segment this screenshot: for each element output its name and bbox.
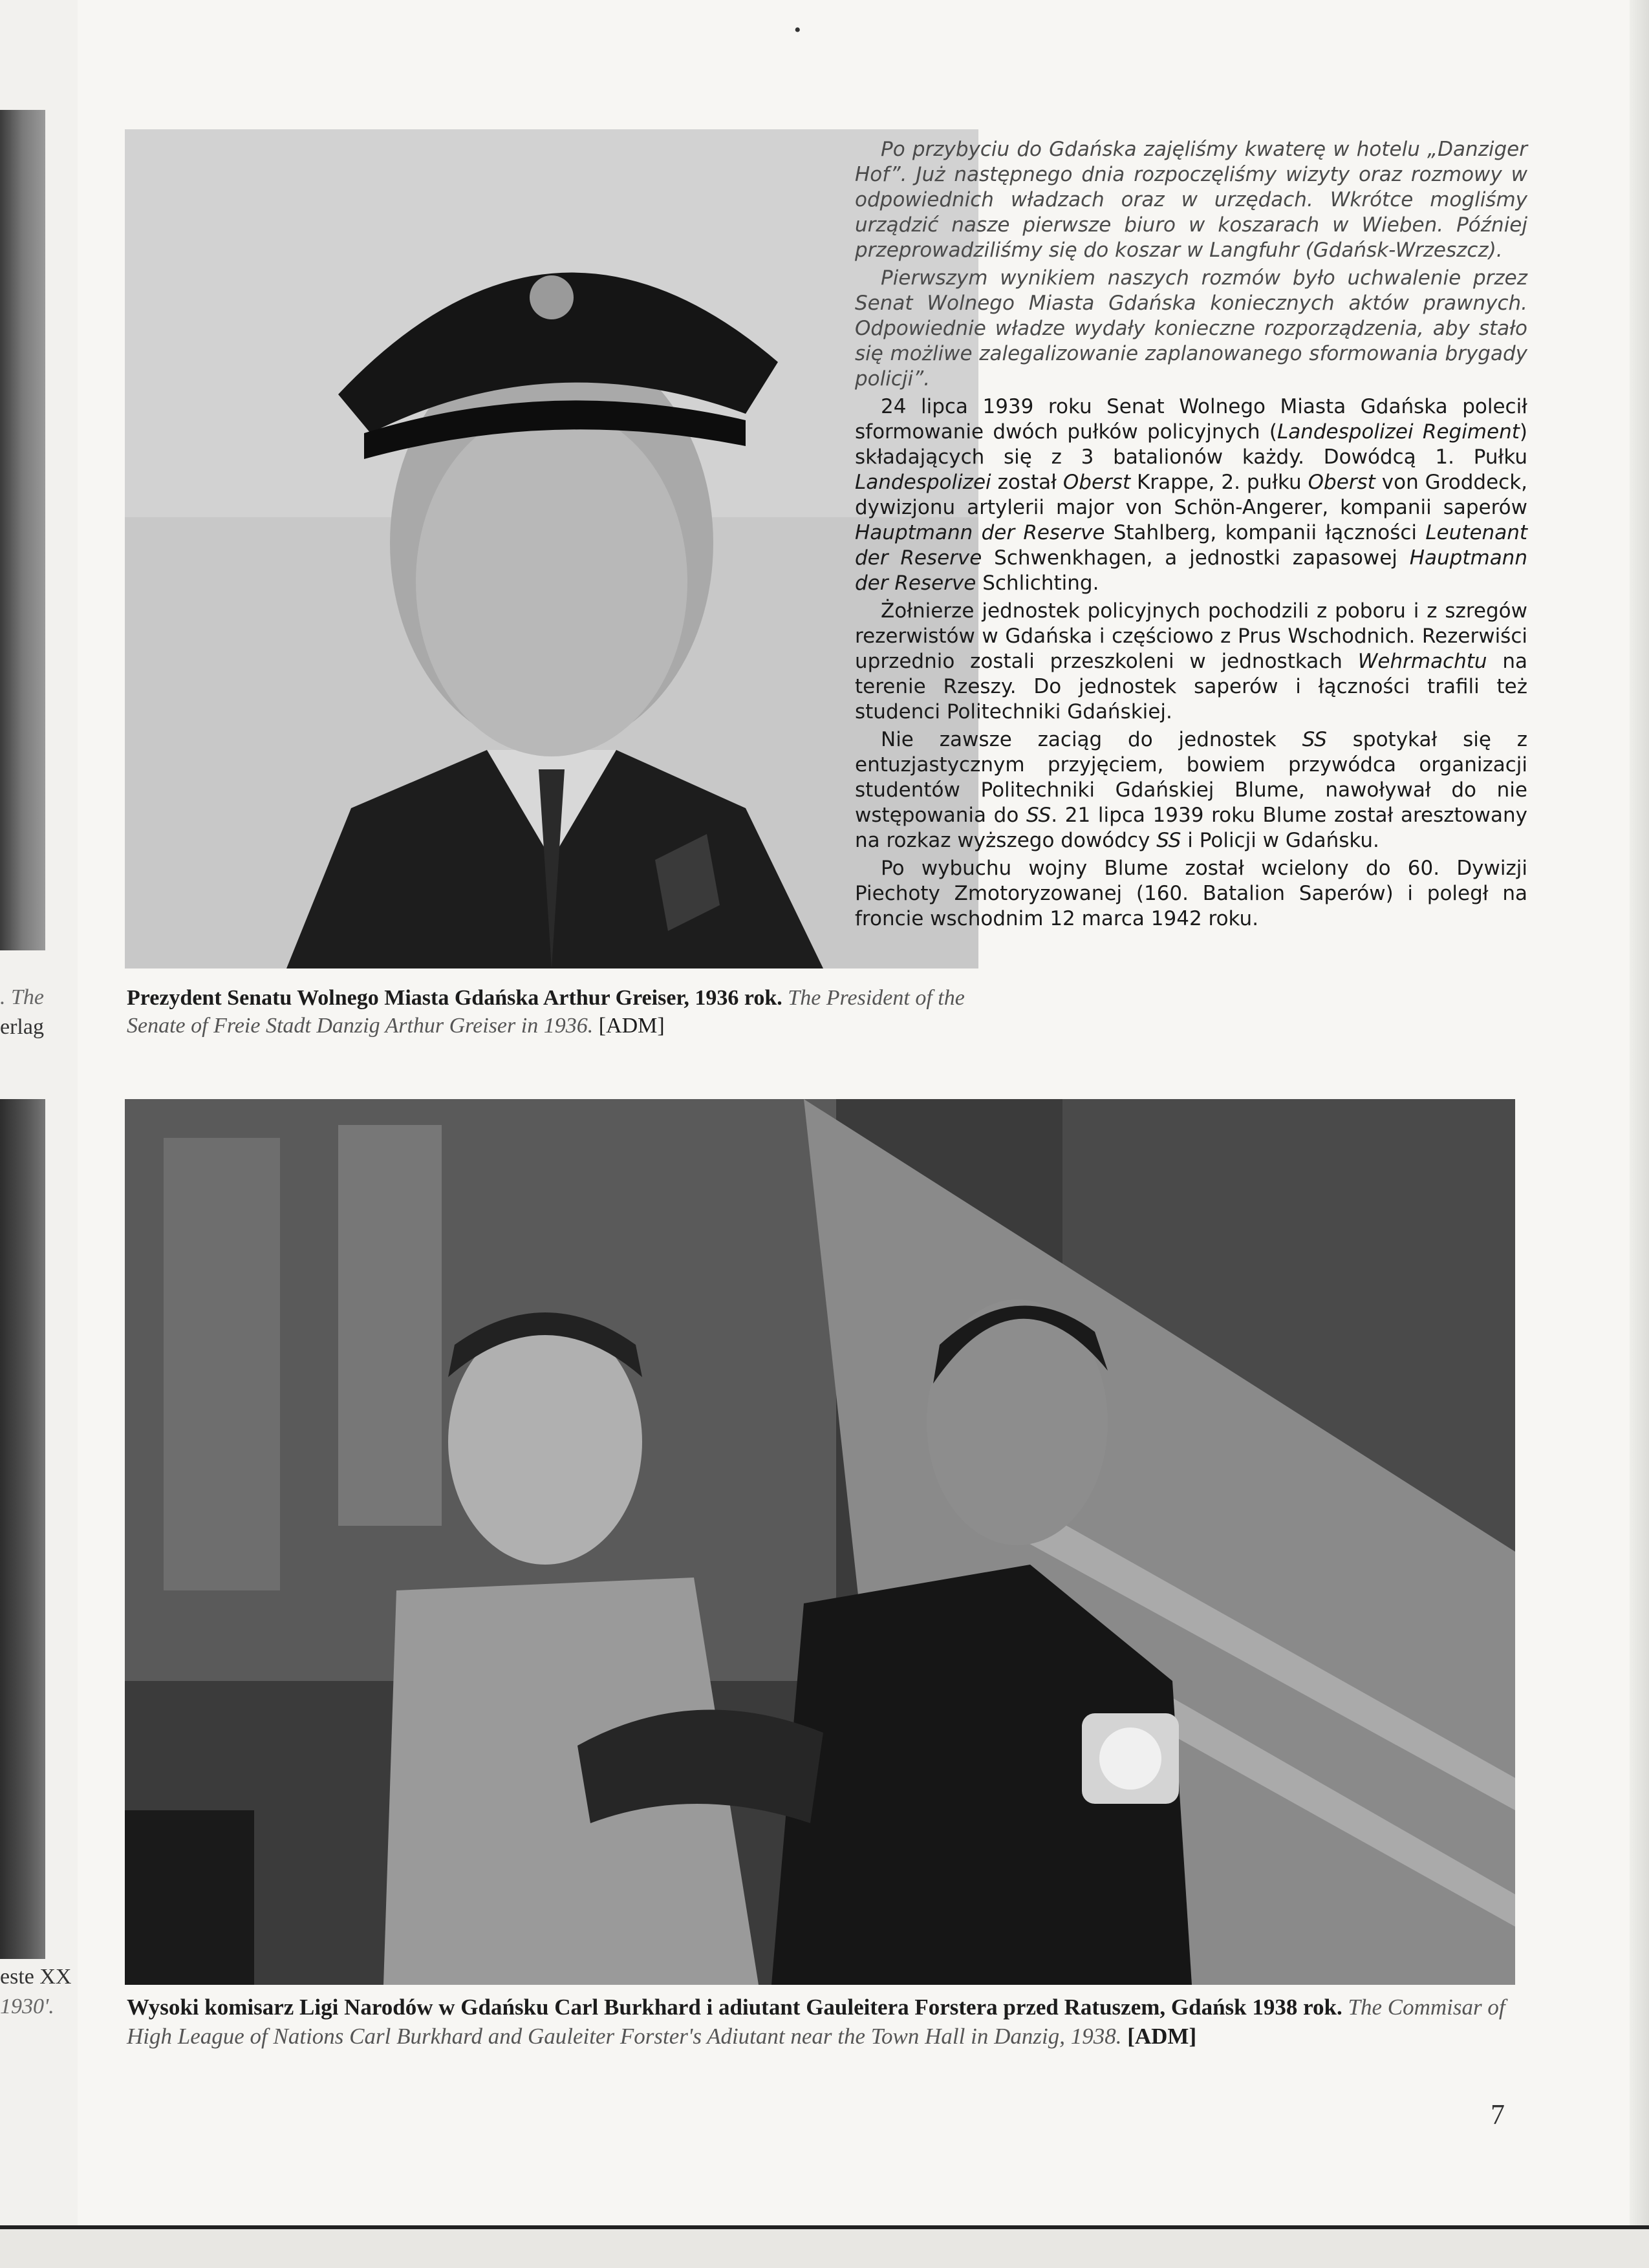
paragraph-regiments: 24 lipca 1939 roku Senat Wolnego Miasta Gdańska polecił sformowanie dwóch pułków policyjnych (Landespolizei Regiment) składających się z 3 batalionów każdy. Dowódcą 1. Pułku Landespolizei został Oberst Krappe, 2. pułku Oberst von Groddeck, dywizjonu artylerii major von Schön-Angerer, kompanii saperów Hauptmann der Reserve Stahlberg, kompanii łączności Leutenant der Reserve Schwenkhagen, a jednostki zapasowej Hauptmann der Reserve Schlichting. [855,395,1528,595]
adjacent-page-caption-fragment-bottom: este XX 1930'. [0,1965,72,2018]
page-number: 7 [1491,2099,1505,2130]
article-text-column [855,137,1527,934]
town-hall-photo [125,1099,1515,1985]
scan-mark: • [794,19,801,41]
page-bottom-edge [0,2225,1649,2268]
paragraph-soldiers: Żołnierze jednostek policyjnych pochodzili z poboru i z szregów rezerwistów w Gdańska i częściowo z Prus Wschodnich. Rezerwiści uprzednio zostali przeszkoleni w jednostkach Wehrmachtu na terenie Rzeszy. Do jednostek saperów i łączności trafili też studenci Politechniki Gdańskiej. [855,599,1528,723]
portrait-caption: Prezydent Senatu Wolnego Miasta Gdańska Arthur Greiser, 1936 rok. The President of the Senate of Freie Stadt Danzig Arthur Greiser in 1936. [ADM] [127,986,965,1038]
paragraph-quote-1: Po przybyciu do Gdańska zajęliśmy kwaterę w hotelu „Danziger Hof”. Już następnego dnia rozpoczęliśmy wizyty oraz rozmowy w odpowiednich władzach oraz w urzędach. Wkrótce mogliśmy urządzić nasze pierwsze biuro w koszarach w Wieben. Później przeprowadziliśmy się do koszar w Langfuhr (Gdańsk-Wrzeszcz). [855,138,1527,262]
left-gutter [0,0,78,2268]
right-page-edge [1630,0,1649,2268]
adjacent-page-photo-strip-top [0,110,45,950]
town-hall-caption: Wysoki komisarz Ligi Narodów w Gdańsku Carl Burkhard i adiutant Gauleitera Forstera przed Ratuszem, Gdańsk 1938 rok. The Commisar of High League of Nations Carl Burkhard and Gauleiter Forster's Adiutant near the Town Hall in Danzig, 1938. [ADM] [127,1995,1505,2049]
paragraph-war: Po wybuchu wojny Blume został wcielony do 60. Dywizji Piechoty Zmotoryzowanej (160. Batalion Saperów) i poległ na froncie wschodnim 12 marca 1942 roku. [855,857,1527,930]
adjacent-page-caption-fragment-top: . The erlag [0,985,44,1039]
adjacent-page-photo-strip-bottom [0,1099,45,1959]
town-hall-illustration [125,1099,1515,1985]
portrait-illustration [125,129,978,968]
paragraph-quote-2: Pierwszym wynikiem naszych rozmów było uchwalenie przez Senat Wolnego Miasta Gdańska koniecznych aktów prawnych. Odpowiednie władze wydały konieczne rozporządzenia, aby stało się możliwe zalegalizowanie zaplanowanego sformowania brygady policji”. [855,266,1527,390]
paragraph-blume: Nie zawsze zaciąg do jednostek SS spotykał się z entuzjastycznym przyjęciem, bowiem przywódca organizacji studentów Politechniki Gdańskiej Blume, nawoływał do nie wstępowania do SS. 21 lipca 1939 roku Blume został aresztowany na rozkaz wyższego dowódcy SS i Policji w Gdańsku. [855,728,1528,852]
portrait-photo [125,129,978,968]
